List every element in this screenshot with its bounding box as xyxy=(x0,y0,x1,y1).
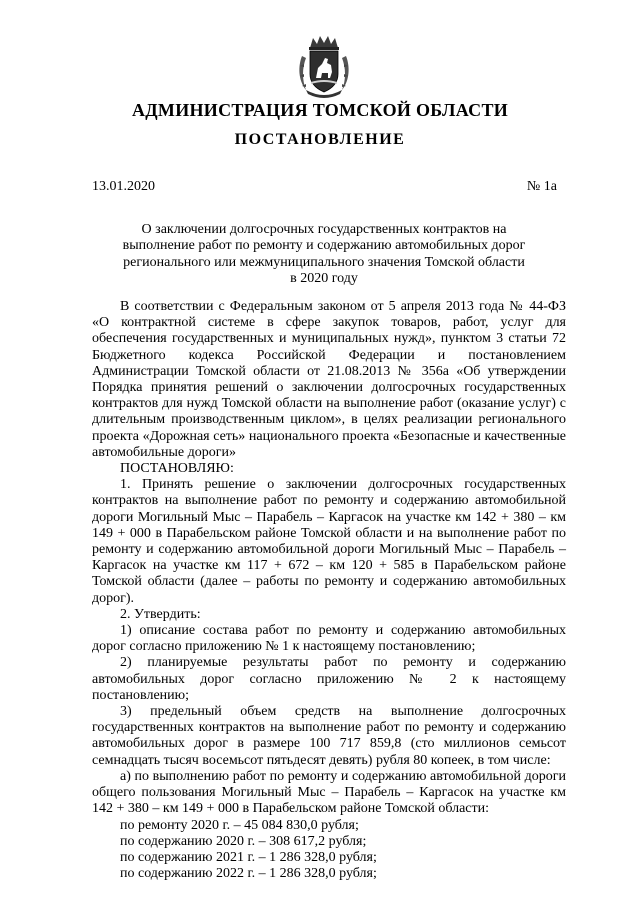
amount-line: по ремонту 2020 г. – 45 084 830,0 рубля; xyxy=(120,817,359,833)
preamble-paragraph: В соответствии с Федеральным законом от 5 апреля 2013 года № 44-ФЗ «О контрактной системе в сфере закупок товаров, работ, услуг для обеспечения государственных и муниципальных нужд», пунктом 3 статьи 72 Бюджетного кодекса Российской Федерации и постановлением Администрации Томской области от 21.08.2013 № 356а «Об утверждении Порядка принятия решений о заключении долгосрочных государственных контрактов для нужд Томской области на выполнение работ (оказание услуг) с длительным производственным циклом», в целях реализации регионального проекта «Дорожная сеть» национального проекта «Безопасные и качественные автомобильные дороги» xyxy=(92,299,566,460)
decree-word: ПОСТАНОВЛЯЮ: xyxy=(120,461,234,477)
document-number: № 1а xyxy=(526,179,557,194)
point-1-paragraph: 1. Принять решение о заключении долгосрочных государственных контрактов на выполнение работ по ремонту и содержанию автомобильной дороги Могильный Мыс – Парабель – Каргасок на участке км 142 + 380 – км 149 + 000 в Парабельском районе Томской области и на выполнение работ по ремонту и содержанию автомобильной дороги Могильный Мыс – Парабель – Каргасок на участке км 117 + 672 – км 120 + 585 в Парабельском районе Томской области (далее – работы по ремонту и содержанию автомобильных дорог). xyxy=(92,477,566,606)
organization-title: АДМИНИСТРАЦИЯ ТОМСКОЙ ОБЛАСТИ xyxy=(131,100,509,120)
document-subject: О заключении долгосрочных государственных контрактов на выполнение работ по ремонту и содержанию автомобильных дорог регионального или межмуниципального значения Томской области в 2020 году xyxy=(122,222,526,286)
document-type-title: ПОСТАНОВЛЕНИЕ xyxy=(234,131,406,148)
tomsk-coat-of-arms-icon xyxy=(296,34,352,100)
amount-line: по содержанию 2022 г. – 1 286 328,0 рубля; xyxy=(120,866,377,882)
point-2-1-paragraph: 1) описание состава работ по ремонту и содержанию автомобильных дорог согласно приложению № 1 к настоящему постановлению; xyxy=(92,623,566,655)
document-body xyxy=(92,299,566,882)
point-2-2-paragraph: 2) планируемые результаты работ по ремонту и содержанию автомобильных дорог согласно приложению № 2 к настоящему постановлению; xyxy=(92,655,566,703)
point-2-paragraph: 2. Утвердить: xyxy=(120,606,201,622)
point-2-3a-paragraph: а) по выполнению работ по ремонту и содержанию автомобильной дороги общего пользования Могильный Мыс – Парабель – Каргасок на участке км 142 + 380 – км 149 + 000 в Парабельском районе Томской области: xyxy=(92,768,566,817)
point-2-3-paragraph: 3) предельный объем средств на выполнение долгосрочных государственных контрактов на выполнение работ по ремонту и содержанию автомобильных дорог в размере 100 717 859,8 (сто миллионов семьсот семнадцать тысяч восемьсот пятьдесят девять) рубля 80 копеек, в том числе: xyxy=(92,704,566,768)
document-date: 13.01.2020 xyxy=(92,179,155,194)
amount-line: по содержанию 2021 г. – 1 286 328,0 рубля; xyxy=(120,849,377,865)
amount-line: по содержанию 2020 г. – 308 617,2 рубля; xyxy=(120,833,367,849)
